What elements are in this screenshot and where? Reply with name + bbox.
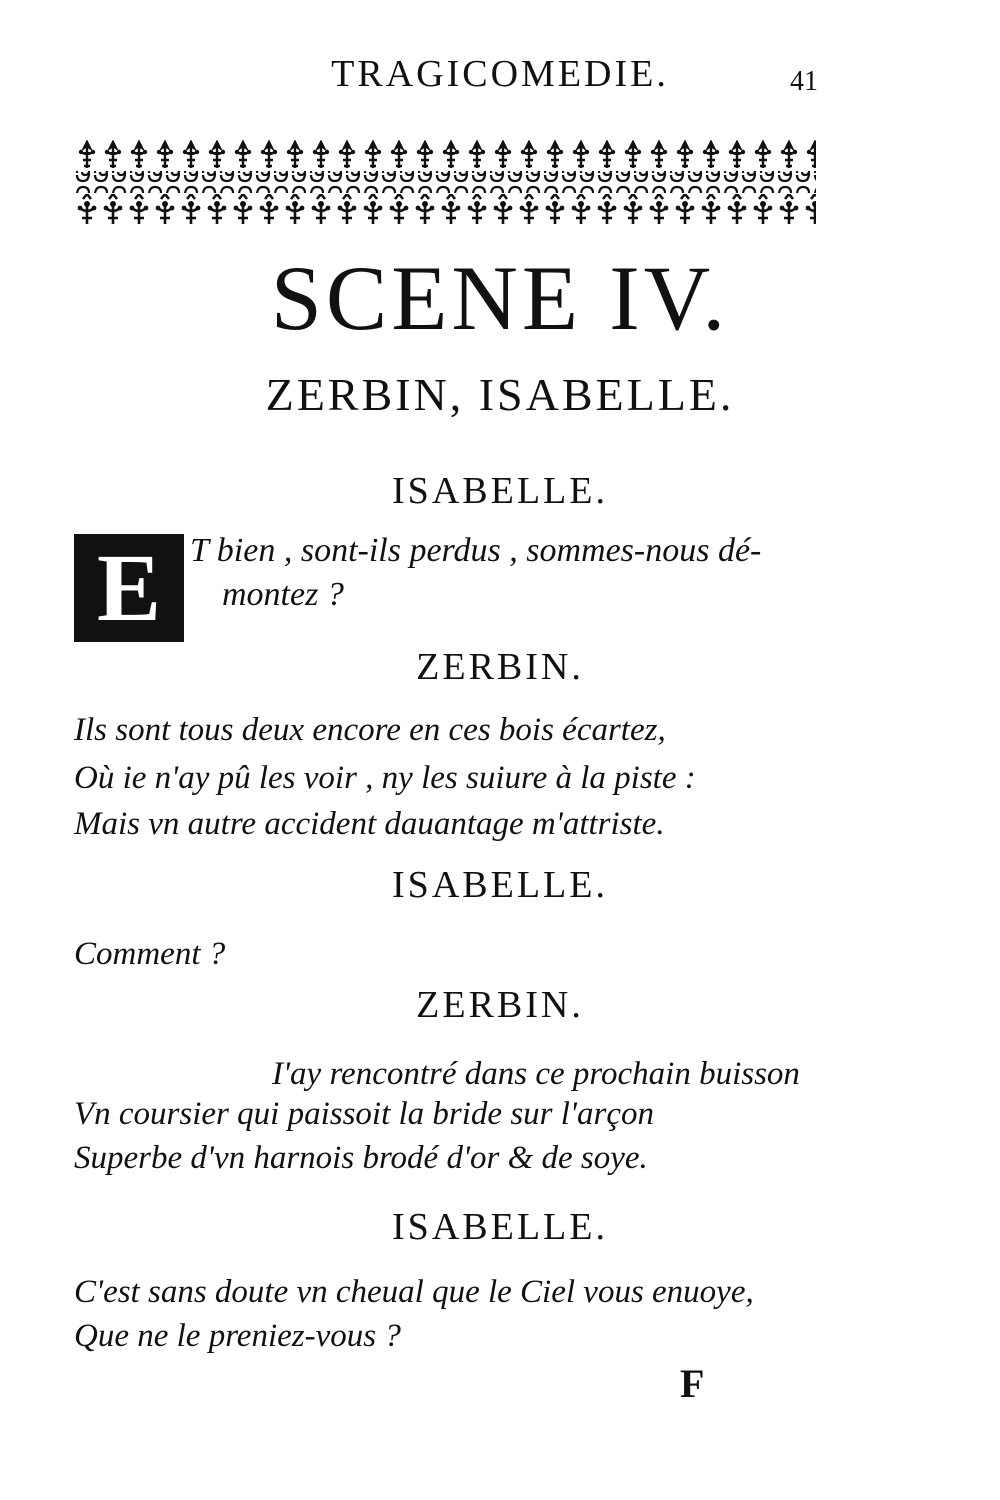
verse-line: Où ie n'ay pû les voir , ny les suiure à la piste : xyxy=(74,760,696,796)
verse-line: Que ne le preniez-vous ? xyxy=(74,1318,401,1354)
verse-line: montez ? xyxy=(222,576,344,613)
verse-line: Superbe d'vn harnois brodé d'or & de soye. xyxy=(74,1140,648,1176)
running-title: TRAGICOMEDIE. xyxy=(331,53,669,95)
verse-line: T bien , sont-ils perdus , sommes-nous dé- xyxy=(190,532,762,569)
signature-mark: F xyxy=(680,1361,705,1406)
verse-line: I'ay rencontré dans ce prochain buisson xyxy=(272,1056,800,1092)
speaker-heading: ISABELLE. xyxy=(392,864,608,906)
verse-line: Ils sont tous deux encore en ces bois écartez, xyxy=(74,712,666,748)
verse-line: C'est sans doute vn cheual que le Ciel vous enuoye, xyxy=(74,1274,754,1310)
speaker-heading: ZERBIN. xyxy=(416,646,584,688)
drop-cap xyxy=(74,534,184,642)
speaker-heading: ISABELLE. xyxy=(392,470,608,512)
speaker-heading: ISABELLE. xyxy=(392,1206,608,1248)
fleuron-ornament-band xyxy=(74,140,816,226)
scene-characters: ZERBIN, ISABELLE. xyxy=(265,369,735,420)
verse-line: Mais vn autre accident dauantage m'attriste. xyxy=(74,806,665,842)
page-number: 41 xyxy=(790,66,818,97)
verse-line: Vn coursier qui paissoit la bride sur l'arçon xyxy=(74,1096,654,1132)
speaker-heading: ZERBIN. xyxy=(416,984,584,1026)
scene-title: SCENE IV. xyxy=(270,247,730,349)
drop-cap-letter: E xyxy=(96,534,162,641)
verse-line: Comment ? xyxy=(74,936,226,972)
